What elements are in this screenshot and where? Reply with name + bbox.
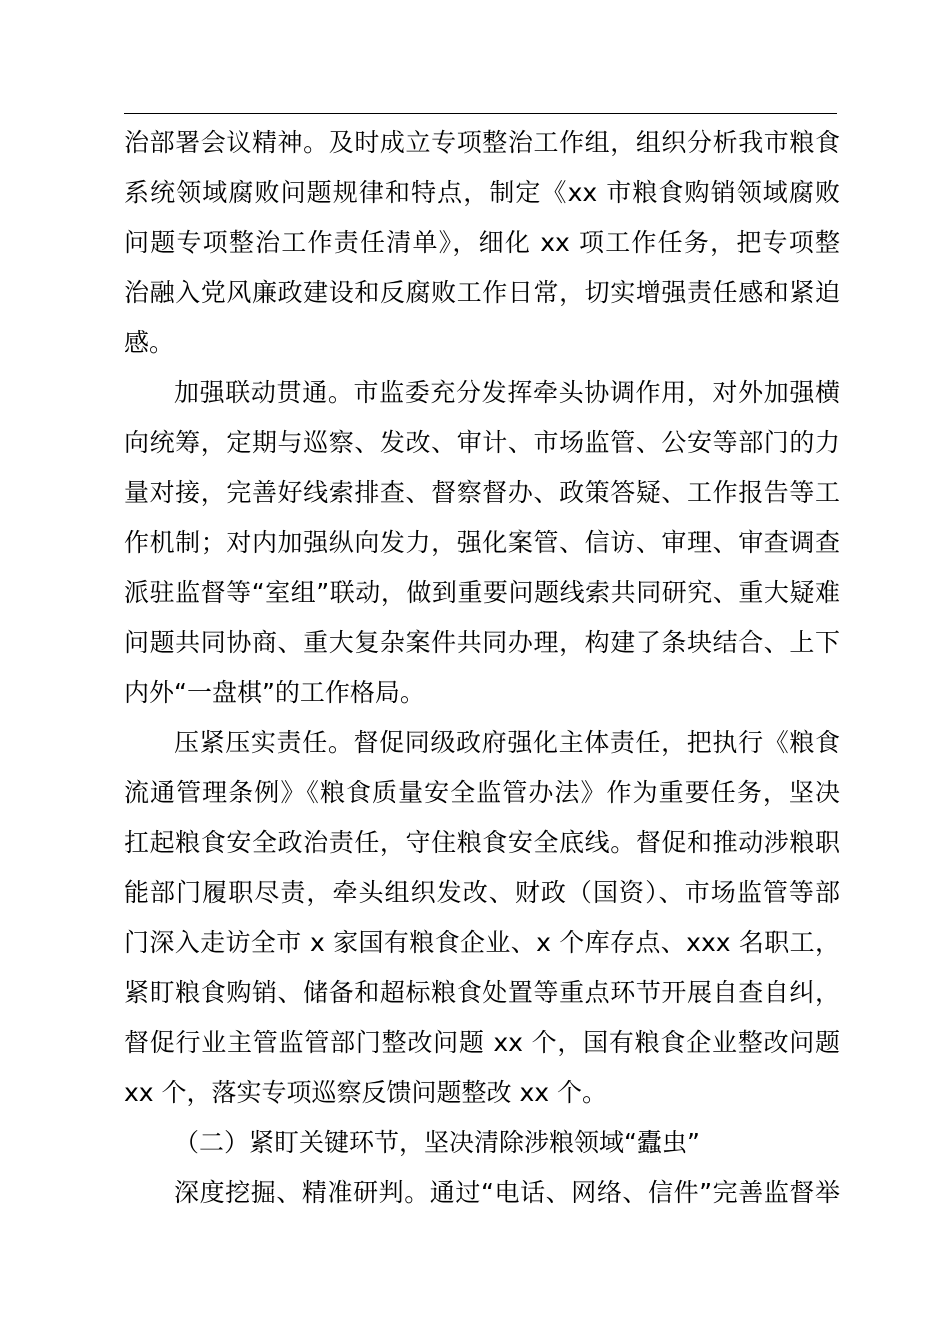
text-line: 能部门履职尽责，牵头组织发改、财政（国资）、市场监管等部 — [124, 878, 840, 907]
section-heading — [124, 1118, 840, 1168]
text-line: 治部署会议精神。及时成立专项整治工作组，组织分析我市粮食 — [124, 128, 840, 157]
text-line: 扛起粮食安全政治责任，守住粮食安全底线。督促和推动涉粮职 — [124, 828, 840, 857]
text-line: 深度挖掘、精准研判。通过“电话、网络、信件”完善监督举 — [174, 1178, 840, 1207]
text-line: 内外“一盘棋”的工作格局。 — [124, 678, 425, 707]
text-line: 紧盯粮食购销、储备和超标粮食处置等重点环节开展自查自纠， — [124, 978, 840, 1007]
text-line: 加强联动贯通。市监委充分发挥牵头协调作用，对外加强横 — [174, 378, 840, 407]
text-line: 向统筹，定期与巡察、发改、审计、市场监管、公安等部门的力 — [124, 428, 840, 457]
document-body — [124, 118, 840, 1218]
text-line: 作机制；对内加强纵向发力，强化案管、信访、审理、审查调查 — [124, 528, 840, 557]
text-line: 问题专项整治工作责任清单》，细化 xx 项工作任务，把专项整 — [124, 228, 840, 257]
text-line: 流通管理条例》《粮食质量安全监管办法》作为重要任务，坚决 — [124, 778, 840, 807]
header-rule — [124, 113, 837, 114]
paragraph-responsibility — [124, 718, 840, 1118]
text-line: 门深入走访全市 x 家国有粮食企业、x 个库存点、xxx 名职工， — [124, 928, 840, 957]
text-line: 问题共同协商、重大复杂案件共同办理，构建了条块结合、上下 — [124, 628, 840, 657]
text-line: xx 个，落实专项巡察反馈问题整改 xx 个。 — [124, 1078, 608, 1107]
text-line: 感。 — [124, 328, 175, 357]
text-line: 压紧压实责任。督促同级政府强化主体责任，把执行《粮食 — [174, 728, 840, 757]
text-line: 派驻监督等“室组”联动，做到重要问题线索共同研究、重大疑难 — [124, 578, 840, 607]
text-line: 系统领域腐败问题规律和特点，制定《xx 市粮食购销领域腐败 — [124, 178, 840, 207]
paragraph-continuation — [124, 118, 840, 368]
text-line: 督促行业主管监管部门整改问题 xx 个，国有粮食企业整改问题 — [124, 1028, 840, 1057]
text-line: 量对接，完善好线索排查、督察督办、政策答疑、工作报告等工 — [124, 478, 840, 507]
text-line: 治融入党风廉政建设和反腐败工作日常，切实增强责任感和紧迫 — [124, 278, 840, 307]
paragraph-linkage — [124, 368, 840, 718]
section-heading-text: （二）紧盯关键环节，坚决清除涉粮领域“蠹虫” — [174, 1128, 700, 1157]
paragraph-investigation — [124, 1168, 840, 1218]
